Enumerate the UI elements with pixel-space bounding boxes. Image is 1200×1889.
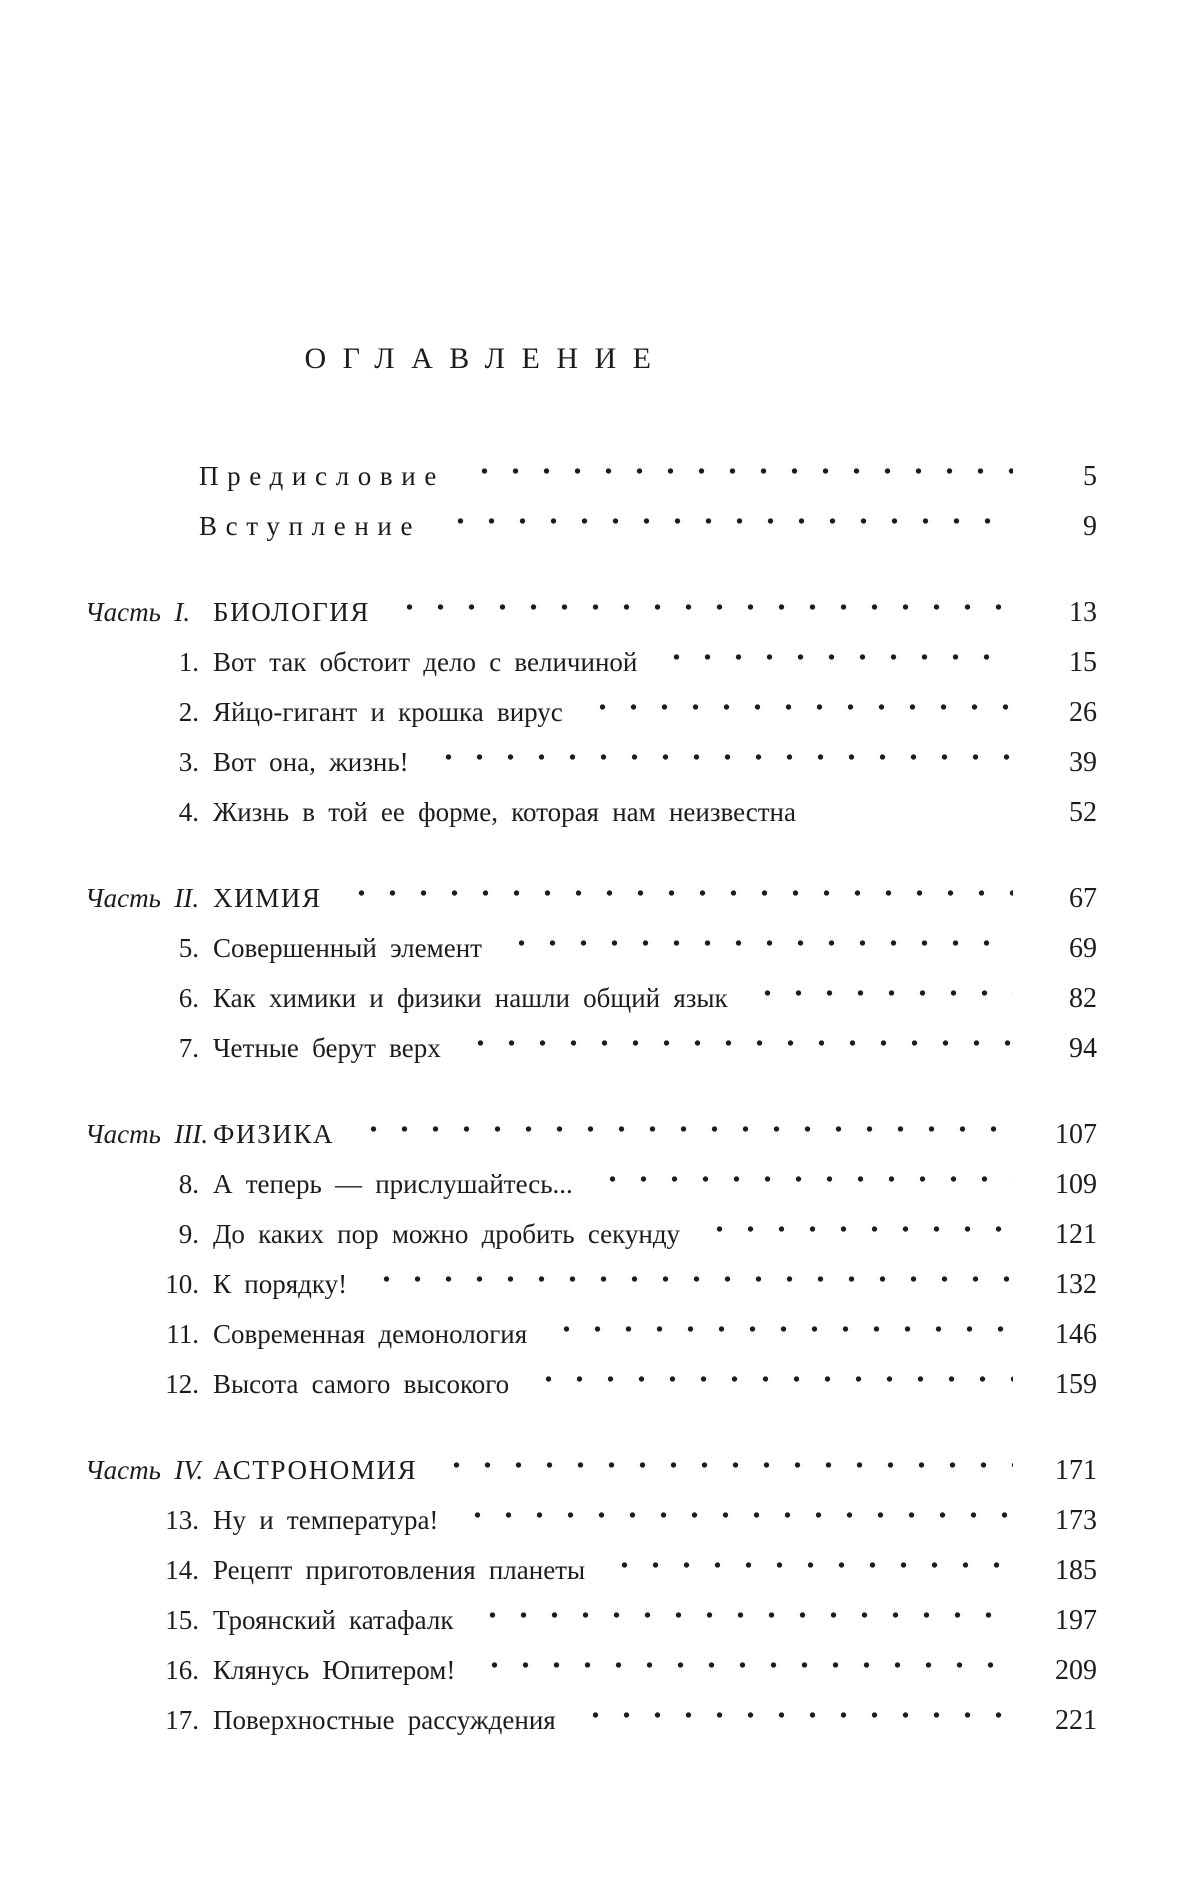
entry-title: Четные берут верх (213, 1033, 441, 1063)
dot-leader (340, 868, 1013, 907)
dot-leader (655, 632, 1013, 671)
toc-part-entry (85, 582, 1097, 632)
entry-number: 3. (178, 747, 199, 777)
entry-title: Жизнь в той ее форме, которая нам неизвестна (213, 797, 796, 827)
dot-leader (388, 582, 1013, 621)
toc-entry (85, 732, 1097, 782)
entry-number: 13. (165, 1505, 199, 1535)
entry-part-label: Часть III. (85, 1119, 209, 1149)
toc-entry (85, 446, 1097, 496)
entry-title: Яйцо-гигант и крошка вирус (213, 697, 563, 727)
entry-title: Рецепт приготовления планеты (213, 1555, 586, 1585)
entry-page-number: 173 (1055, 1505, 1097, 1536)
toc-entry (85, 1690, 1097, 1740)
entry-page-number: 159 (1055, 1369, 1097, 1400)
entry-page-number: 171 (1055, 1455, 1097, 1486)
entry-page-number: 67 (1069, 883, 1097, 914)
entry-title: Ну и температура! (213, 1505, 439, 1535)
entry-number: 1. (178, 647, 199, 677)
toc-part-entry (85, 1104, 1097, 1154)
entry-page-number: 132 (1055, 1269, 1097, 1300)
toc-part-entry (85, 1440, 1097, 1490)
entry-title: Современная демонология (213, 1319, 528, 1349)
entry-page-number: 39 (1069, 747, 1097, 778)
toc-entry (85, 1590, 1097, 1640)
dot-leader (435, 1440, 1013, 1479)
entry-title: Троянский катафалк (213, 1605, 454, 1635)
dot-leader (527, 1354, 1013, 1393)
entry-number: 14. (165, 1555, 199, 1585)
page-title: ОГЛАВЛЕНИЕ (304, 342, 668, 375)
entry-number: 15. (165, 1605, 199, 1635)
entry-part-label: Часть I. (85, 597, 191, 627)
entry-title: Клянусь Юпитером! (213, 1655, 456, 1685)
entry-number: 9. (178, 1219, 199, 1249)
entry-number: 10. (165, 1269, 199, 1299)
dot-leader (427, 732, 1013, 771)
entry-page-number: 94 (1069, 1033, 1097, 1064)
entry-title: Вот так обстоит дело с величиной (213, 647, 638, 677)
dot-leader (456, 1490, 1013, 1529)
dot-leader (471, 1590, 1013, 1629)
entry-page-number: 121 (1055, 1219, 1097, 1250)
toc-entry (85, 968, 1097, 1018)
entry-number: 16. (165, 1655, 199, 1685)
entry-title: Вступление (199, 511, 422, 541)
toc-part-entry (85, 868, 1097, 918)
dot-leader (698, 1204, 1013, 1243)
entry-page-number: 107 (1055, 1119, 1097, 1150)
entry-page-number: 52 (1069, 797, 1097, 828)
entry-number: 8. (178, 1169, 199, 1199)
entry-page-number: 209 (1055, 1655, 1097, 1686)
entry-page-number: 15 (1069, 647, 1097, 678)
dot-leader (439, 496, 1013, 535)
entry-number: 4. (178, 797, 199, 827)
toc-entry (85, 496, 1097, 546)
dot-leader (545, 1304, 1013, 1343)
entry-page-number: 69 (1069, 933, 1097, 964)
entry-page-number: 185 (1055, 1555, 1097, 1586)
dot-leader (352, 1104, 1013, 1143)
entry-page-number: 221 (1055, 1705, 1097, 1736)
entry-page-number: 146 (1055, 1319, 1097, 1350)
dot-leader (591, 1154, 1013, 1193)
dot-leader (814, 782, 1013, 821)
toc-entry (85, 1540, 1097, 1590)
entry-title: Вот она, жизнь! (213, 747, 409, 777)
entry-number: 7. (178, 1033, 199, 1063)
entry-title: АСТРОНОМИЯ (213, 1455, 418, 1485)
entry-number: 12. (165, 1369, 199, 1399)
toc-entry (85, 1018, 1097, 1068)
entry-title: До каких пор можно дробить секунду (213, 1219, 681, 1249)
toc-list (85, 446, 1097, 1740)
dot-leader (459, 1018, 1013, 1057)
entry-page-number: 26 (1069, 697, 1097, 728)
toc-entry (85, 632, 1097, 682)
entry-title: ФИЗИКА (213, 1119, 335, 1149)
dot-leader (603, 1540, 1013, 1579)
entry-number: 17. (165, 1705, 199, 1735)
entry-part-label: Часть IV. (85, 1455, 204, 1485)
toc-entry (85, 1640, 1097, 1690)
toc-page (85, 342, 1097, 1740)
toc-entry (85, 1254, 1097, 1304)
dot-leader (746, 968, 1013, 1007)
dot-leader (473, 1640, 1013, 1679)
entry-title: Как химики и физики нашли общий язык (213, 983, 728, 1013)
entry-title: Совершенный элемент (213, 933, 482, 963)
entry-page-number: 5 (1083, 461, 1097, 492)
entry-page-number: 13 (1069, 597, 1097, 628)
toc-entry (85, 1154, 1097, 1204)
entry-title: А теперь — прислушайтесь... (213, 1169, 573, 1199)
entry-title: Поверхностные рассуждения (213, 1705, 556, 1735)
entry-number: 5. (178, 933, 199, 963)
entry-number: 2. (178, 697, 199, 727)
entry-title: ХИМИЯ (213, 883, 322, 913)
toc-entry (85, 1490, 1097, 1540)
toc-entry (85, 1204, 1097, 1254)
toc-entry (85, 782, 1097, 832)
toc-entry (85, 682, 1097, 732)
entry-page-number: 109 (1055, 1169, 1097, 1200)
entry-title: К порядку! (213, 1269, 348, 1299)
entry-page-number: 82 (1069, 983, 1097, 1014)
entry-number: 6. (178, 983, 199, 1013)
entry-number: 11. (166, 1319, 199, 1349)
toc-entry (85, 1354, 1097, 1404)
toc-entry (85, 1304, 1097, 1354)
entry-page-number: 9 (1083, 511, 1097, 542)
dot-leader (500, 918, 1013, 957)
dot-leader (365, 1254, 1013, 1293)
dot-leader (581, 682, 1013, 721)
dot-leader (574, 1690, 1013, 1729)
entry-page-number: 197 (1055, 1605, 1097, 1636)
entry-part-label: Часть II. (85, 883, 200, 913)
toc-entry (85, 918, 1097, 968)
dot-leader (463, 446, 1013, 485)
entry-title: Высота самого высокого (213, 1369, 510, 1399)
entry-title: БИОЛОГИЯ (213, 597, 371, 627)
entry-title: Предисловие (199, 461, 445, 491)
